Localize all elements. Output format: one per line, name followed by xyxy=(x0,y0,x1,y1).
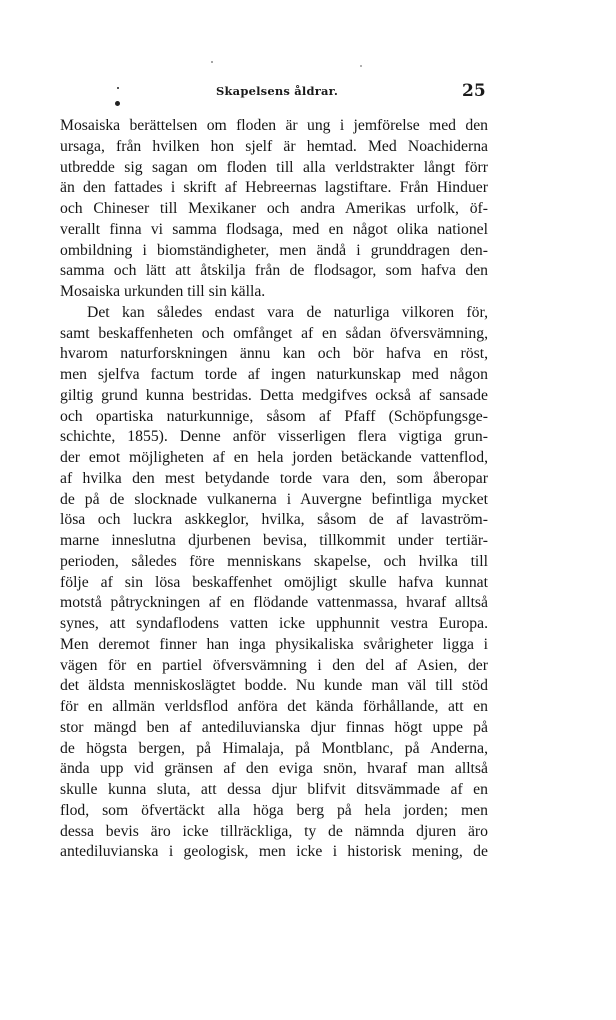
paragraph-start-line: Det kan således endast vara de naturliga vilkoren för, xyxy=(87,303,488,321)
page-number: 25 xyxy=(462,81,486,101)
text-line: marne inneslutna djurbenen bevisa, tillkommit under tertiär- xyxy=(60,532,488,549)
ink-speck xyxy=(211,61,213,63)
text-line: giltig grund kunna bestridas. Detta medgifves också af sansade xyxy=(60,386,488,404)
text-line: de på de slocknade vulkanerna i Auvergne befintliga mycket xyxy=(60,490,488,508)
text-line: Mosaiska berättelsen om floden är ung i jemförelse med den xyxy=(60,117,488,134)
text-line: de högsta bergen, på Himalaja, på Montblanc, på Anderna, xyxy=(60,739,488,757)
text-line: flod, som öfvertäckt alla höga berg på hela jorden; men xyxy=(60,801,488,819)
text-line: lösa och luckra askkeglor, hvilka, såsom de af lavaström- xyxy=(60,511,488,529)
text-line: men sjelfva factum torde af ingen naturkunskap med någon xyxy=(60,366,488,383)
text-line: hvarom naturforskningen ännu kan och bör hafva en röst, xyxy=(60,345,488,363)
text-line: ända upp vid gränsen af den eviga snön, hvaraf man alltså xyxy=(60,760,488,778)
text-line: Men deremot finner han inga physikaliska svårigheter ligga i xyxy=(60,635,488,653)
text-line: för en allmän verldsflod anföra det kända förhållande, att en xyxy=(60,698,488,715)
text-line: perioden, således före menniskans skapelse, och hvilka till xyxy=(60,552,488,570)
text-line: dessa bevis äro icke tillräckliga, ty de nämnda djuren äro xyxy=(60,822,488,840)
text-line: än den fattades i skrift af Hebreernas lagstiftare. Från Hinduer xyxy=(60,179,488,197)
text-line: samt beskaffenheten och omfånget af en sådan öfversvämning, xyxy=(60,324,488,342)
text-line: motstå påtryckningen af en flödande vattenmassa, hvaraf alltså xyxy=(60,594,488,612)
text-line: vägen för en partiel öfversvämning i den del af Asien, der xyxy=(60,656,488,674)
text-line: stor mängd ben af antediluvianska djur finnas högt uppe på xyxy=(60,718,488,736)
body-text xyxy=(60,116,488,863)
running-title: Skapelsens åldrar. xyxy=(216,84,339,98)
text-line: schichte, 1855). Denne anför visserligen flera vigtiga grun- xyxy=(60,428,488,446)
text-line: der emot möjligheten af en hela jorden betäckande vattenflod, xyxy=(60,449,488,466)
text-line: samma och lätt att åtskilja från de flodsagor, som hafva den xyxy=(60,262,488,280)
text-line: verallt finna vi samma flodsaga, med en något olika nationel xyxy=(60,220,488,238)
running-head xyxy=(0,81,616,104)
text-line: synes, att syndaflodens vatten icke upphunnit vestra Europa. xyxy=(60,615,488,632)
text-line: och opartiska naturkunnige, såsom af Pfaff (Schöpfungsge- xyxy=(60,407,488,425)
text-line: ombildning i biomständigheter, men ändå i grunddragen den- xyxy=(60,241,488,259)
text-line: skulle kunna sluta, att dessa djur blifvit ditsvämmade af en xyxy=(60,781,488,798)
text-line: ursaga, från hvilken hon sjelf är hemtad. Med Noachiderna xyxy=(60,137,488,155)
text-line: följe af sin lösa beskaffenhet omöjligt skulle hafva kunnat xyxy=(60,573,488,591)
ink-speck xyxy=(360,65,362,67)
text-line: och Chineser till Mexikaner och andra Amerikas urfolk, öf- xyxy=(60,200,488,217)
text-line: det äldsta menniskoslägtet bodde. Nu kunde man väl till stöd xyxy=(60,677,488,695)
text-line: antediluvianska i geologisk, men icke i historisk mening, de xyxy=(60,843,488,861)
text-line: af hvilka den mest betydande torde vara den, som åberopar xyxy=(60,469,488,487)
text-line: utbredde sig sagan om floden till alla verldstrakter långt förr xyxy=(60,158,488,176)
paragraph-end-line: Mosaiska urkunden till sin källa. xyxy=(60,283,266,300)
